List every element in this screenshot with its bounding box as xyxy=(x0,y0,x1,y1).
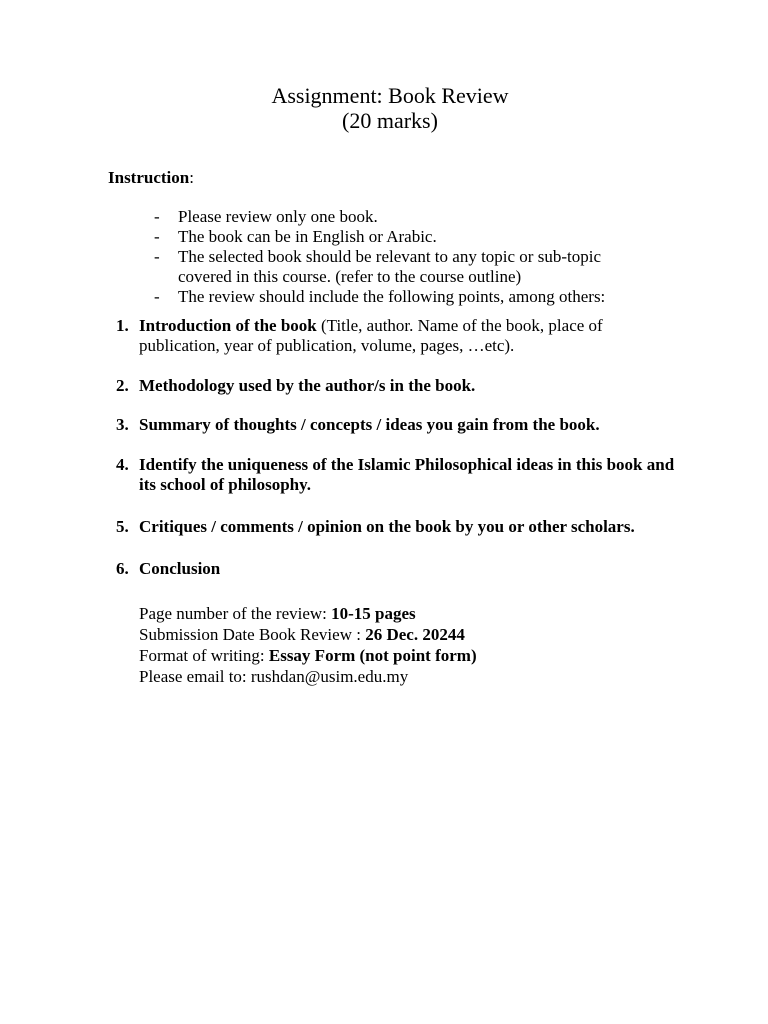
submission-date-value: 26 Dec. 20244 xyxy=(365,625,465,644)
bullet-item xyxy=(0,227,768,247)
point-number: 5. xyxy=(116,517,129,536)
point-text xyxy=(139,376,679,396)
bullet-text: The book can be in English or Arabic. xyxy=(178,227,437,246)
review-points-list xyxy=(0,316,768,579)
instruction-heading xyxy=(108,168,194,188)
point-bold-text: Critiques / comments / opinion on the book by you or other scholars. xyxy=(139,517,635,536)
bullet-item xyxy=(0,247,768,287)
point-number: 6. xyxy=(116,559,129,578)
point-bold-text: Identify the uniqueness of the Islamic Philosophical ideas in this book and its school of philosophy. xyxy=(139,455,675,494)
point-bold-text: Conclusion xyxy=(139,559,221,578)
review-point-conclusion xyxy=(0,559,768,579)
writing-format-label: Format of writing: xyxy=(139,646,269,665)
review-point-introduction xyxy=(0,316,768,356)
review-point-critiques xyxy=(0,517,768,537)
writing-format-value: Essay Form (not point form) xyxy=(268,646,477,665)
bullet-dash: - xyxy=(154,287,160,306)
instruction-bullet-list xyxy=(0,207,768,307)
submission-date-line xyxy=(139,624,477,645)
review-point-methodology xyxy=(0,376,768,396)
point-text xyxy=(139,559,679,579)
submission-details xyxy=(139,603,477,687)
instruction-label: Instruction xyxy=(108,168,190,187)
point-bold-text: Introduction of the book xyxy=(139,316,317,335)
document-title: Assignment: Book Review xyxy=(271,83,509,108)
point-number: 1. xyxy=(116,316,129,335)
submission-date-label: Submission Date Book Review : xyxy=(139,625,366,644)
document-subtitle-marks: (20 marks) xyxy=(342,108,438,133)
point-text xyxy=(139,517,679,537)
point-number: 2. xyxy=(116,376,129,395)
page-count-label: Page number of the review: xyxy=(139,604,332,623)
point-number: 3. xyxy=(116,415,129,434)
bullet-dash: - xyxy=(154,207,160,226)
point-text xyxy=(139,316,679,356)
instruction-colon: : xyxy=(189,168,194,187)
bullet-item xyxy=(0,207,768,227)
point-bold-text: Summary of thoughts / concepts / ideas you gain from the book. xyxy=(139,415,600,434)
point-text xyxy=(139,455,679,495)
bullet-text: Please review only one book. xyxy=(178,207,378,226)
point-normal-text: (Title, author. Name of the book, place of publication, year of publication, volume, pages, …etc). xyxy=(139,316,603,355)
email-line: Please email to: rushdan@usim.edu.my xyxy=(139,667,409,686)
bullet-item xyxy=(0,287,768,307)
writing-format-line xyxy=(139,645,477,666)
bullet-dash: - xyxy=(154,227,160,246)
page-count-line xyxy=(139,603,477,624)
bullet-text: The selected book should be relevant to any topic or sub-topic covered in this course. (refer to the course outline) xyxy=(178,247,601,286)
bullet-text: The review should include the following points, among others: xyxy=(178,287,606,306)
point-number: 4. xyxy=(116,455,129,474)
point-bold-text: Methodology used by the author/s in the book. xyxy=(139,376,476,395)
review-point-summary xyxy=(0,415,768,435)
review-point-uniqueness xyxy=(0,455,768,495)
page-count-value: 10-15 pages xyxy=(331,604,416,623)
bullet-dash: - xyxy=(154,247,160,266)
point-text xyxy=(139,415,679,435)
